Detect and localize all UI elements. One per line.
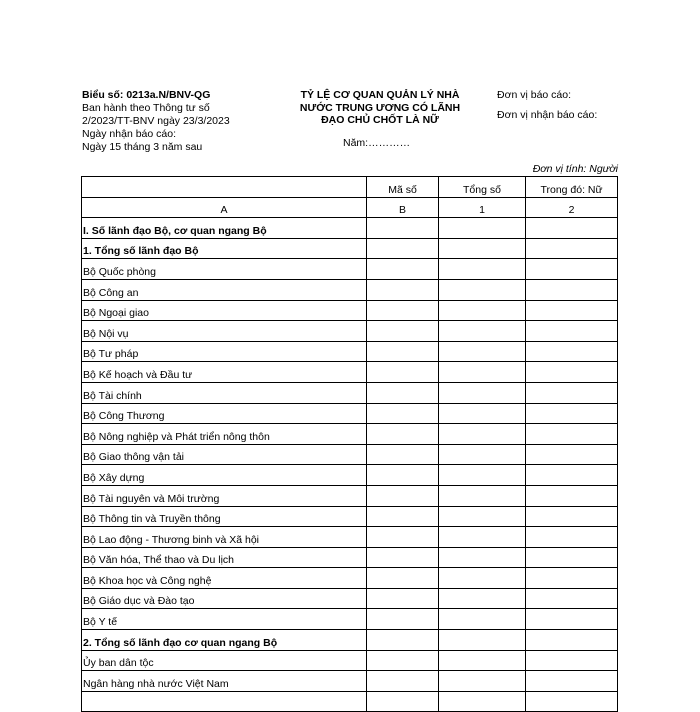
row-label: Ngân hàng nhà nước Việt Nam <box>82 671 367 692</box>
table-row <box>82 321 618 342</box>
table-row <box>82 238 618 259</box>
table-row <box>82 650 618 671</box>
female-cell[interactable] <box>526 588 618 609</box>
title-line-1: TỶ LỆ CƠ QUAN QUẢN LÝ NHÀ <box>300 89 460 101</box>
female-cell[interactable] <box>526 650 618 671</box>
row-label: Bộ Công an <box>82 279 367 300</box>
female-cell[interactable] <box>526 362 618 383</box>
table-row <box>82 341 618 362</box>
code-cell[interactable] <box>367 630 439 651</box>
total-cell[interactable] <box>439 671 526 692</box>
total-cell[interactable] <box>439 568 526 589</box>
row-label: Bộ Thông tin và Truyền thông <box>82 506 367 527</box>
reporting-unit-label: Đơn vị báo cáo: <box>497 89 572 101</box>
row-label: Bộ Y tế <box>82 609 367 630</box>
row-label: Bộ Giao thông vận tải <box>82 444 367 465</box>
code-cell[interactable] <box>367 300 439 321</box>
female-cell[interactable] <box>526 300 618 321</box>
row-label: Bộ Ngoại giao <box>82 300 367 321</box>
total-cell[interactable] <box>439 650 526 671</box>
table-row <box>82 362 618 383</box>
female-cell[interactable] <box>526 506 618 527</box>
unit-note: Đơn vị tính: Người <box>532 163 618 175</box>
row-label: Bộ Xây dựng <box>82 465 367 486</box>
row-label: Bộ Nội vụ <box>82 321 367 342</box>
total-cell[interactable] <box>439 588 526 609</box>
total-cell[interactable] <box>439 382 526 403</box>
row-label: Bộ Tài nguyên và Môi trường <box>82 485 367 506</box>
table-row <box>82 424 618 445</box>
female-cell[interactable] <box>526 444 618 465</box>
total-cell[interactable] <box>439 341 526 362</box>
code-cell[interactable] <box>367 403 439 424</box>
row-label: Bộ Giáo dục và Đào tạo <box>82 588 367 609</box>
code-cell[interactable] <box>367 362 439 383</box>
table-row <box>82 609 618 630</box>
table-row <box>82 465 618 486</box>
female-cell[interactable] <box>526 321 618 342</box>
total-cell[interactable] <box>439 444 526 465</box>
code-cell[interactable] <box>367 506 439 527</box>
row-label: 2. Tổng số lãnh đạo cơ quan ngang Bộ <box>82 630 367 651</box>
header-cell-total: Tổng số <box>439 177 526 198</box>
female-cell[interactable] <box>526 568 618 589</box>
female-cell[interactable] <box>526 238 618 259</box>
total-cell[interactable] <box>439 527 526 548</box>
row-label: Bộ Công Thương <box>82 403 367 424</box>
form-info-block <box>82 89 230 154</box>
total-cell[interactable] <box>439 321 526 342</box>
total-cell[interactable] <box>439 547 526 568</box>
table-row <box>82 506 618 527</box>
code-cell[interactable] <box>367 527 439 548</box>
table-index-row <box>82 197 618 218</box>
table-row <box>82 382 618 403</box>
receive-date: Ngày 15 tháng 3 năm sau <box>82 141 203 153</box>
table-row <box>82 547 618 568</box>
receive-date-label: Ngày nhận báo cáo: <box>82 128 176 140</box>
row-label: Bộ Khoa học và Công nghệ <box>82 568 367 589</box>
female-cell[interactable] <box>526 341 618 362</box>
code-cell[interactable] <box>367 444 439 465</box>
row-label: Bộ Lao động - Thương binh và Xã hội <box>82 527 367 548</box>
female-cell[interactable] <box>526 630 618 651</box>
total-cell[interactable] <box>439 630 526 651</box>
index-cell-2: 2 <box>526 197 618 218</box>
total-cell[interactable] <box>439 300 526 321</box>
total-cell[interactable] <box>439 609 526 630</box>
code-cell[interactable] <box>367 547 439 568</box>
total-cell[interactable] <box>439 238 526 259</box>
receiving-unit-label: Đơn vị nhận báo cáo: <box>497 109 598 121</box>
table-row <box>82 527 618 548</box>
table-header-row <box>82 177 618 198</box>
code-cell[interactable] <box>367 279 439 300</box>
total-cell[interactable] <box>439 279 526 300</box>
code-cell[interactable] <box>367 424 439 445</box>
form-code: Biểu số: 0213a.N/BNV-QG <box>82 89 211 101</box>
index-cell-b: B <box>367 197 439 218</box>
code-cell[interactable] <box>367 341 439 362</box>
female-cell[interactable] <box>526 609 618 630</box>
total-cell[interactable] <box>439 485 526 506</box>
code-cell[interactable] <box>367 568 439 589</box>
code-cell[interactable] <box>367 609 439 630</box>
row-label: 1. Tổng số lãnh đạo Bộ <box>82 238 367 259</box>
female-cell[interactable] <box>526 218 618 239</box>
table-row <box>82 691 618 712</box>
female-cell[interactable] <box>526 259 618 280</box>
female-cell[interactable] <box>526 382 618 403</box>
code-cell[interactable] <box>367 671 439 692</box>
total-cell[interactable] <box>439 465 526 486</box>
header-cell-code: Mã số <box>367 177 439 198</box>
row-label: Bộ Văn hóa, Thể thao và Du lịch <box>82 547 367 568</box>
female-cell[interactable] <box>526 527 618 548</box>
row-label: I. Số lãnh đạo Bộ, cơ quan ngang Bộ <box>82 218 367 239</box>
table-row <box>82 300 618 321</box>
female-cell[interactable] <box>526 547 618 568</box>
female-cell[interactable] <box>526 403 618 424</box>
title-line-3: ĐẠO CHỦ CHỐT LÀ NỮ <box>321 114 439 126</box>
report-year: Năm:………… <box>343 137 411 149</box>
row-label: Bộ Kế hoạch và Đầu tư <box>82 362 367 383</box>
row-label: Bộ Tư pháp <box>82 341 367 362</box>
table-row <box>82 444 618 465</box>
table-row <box>82 485 618 506</box>
row-label: Ủy ban dân tộc <box>82 650 367 671</box>
table-row <box>82 259 618 280</box>
total-cell[interactable] <box>439 424 526 445</box>
row-label <box>82 691 367 712</box>
total-cell[interactable] <box>439 506 526 527</box>
total-cell[interactable] <box>439 218 526 239</box>
row-label: Bộ Nông nghiệp và Phát triển nông thôn <box>82 424 367 445</box>
code-cell[interactable] <box>367 238 439 259</box>
code-cell[interactable] <box>367 382 439 403</box>
female-cell[interactable] <box>526 485 618 506</box>
total-cell[interactable] <box>439 403 526 424</box>
code-cell[interactable] <box>367 259 439 280</box>
code-cell[interactable] <box>367 485 439 506</box>
header-cell-label <box>82 177 367 198</box>
total-cell[interactable] <box>439 362 526 383</box>
female-cell[interactable] <box>526 465 618 486</box>
row-label: Bộ Tài chính <box>82 382 367 403</box>
header-cell-female: Trong đó: Nữ <box>526 177 618 198</box>
code-cell[interactable] <box>367 650 439 671</box>
code-cell[interactable] <box>367 588 439 609</box>
table-row <box>82 671 618 692</box>
report-table <box>81 176 618 712</box>
code-cell[interactable] <box>367 321 439 342</box>
table-body <box>82 218 618 712</box>
female-cell[interactable] <box>526 671 618 692</box>
code-cell[interactable] <box>367 691 439 712</box>
total-cell[interactable] <box>439 259 526 280</box>
code-cell[interactable] <box>367 218 439 239</box>
table-row <box>82 630 618 651</box>
table-row <box>82 588 618 609</box>
row-label: Bộ Quốc phòng <box>82 259 367 280</box>
female-cell[interactable] <box>526 279 618 300</box>
issued-line-2: 2/2023/TT-BNV ngày 23/3/2023 <box>82 115 230 127</box>
table-row <box>82 279 618 300</box>
table-row <box>82 218 618 239</box>
code-cell[interactable] <box>367 465 439 486</box>
issued-line-1: Ban hành theo Thông tư số <box>82 102 210 114</box>
female-cell[interactable] <box>526 691 618 712</box>
table-row <box>82 403 618 424</box>
report-title <box>280 89 480 127</box>
female-cell[interactable] <box>526 424 618 445</box>
table-row <box>82 568 618 589</box>
index-cell-1: 1 <box>439 197 526 218</box>
total-cell[interactable] <box>439 691 526 712</box>
title-line-2: NƯỚC TRUNG ƯƠNG CÓ LÃNH <box>299 101 461 114</box>
unit-info-block <box>497 89 597 129</box>
index-cell-a: A <box>82 197 367 218</box>
